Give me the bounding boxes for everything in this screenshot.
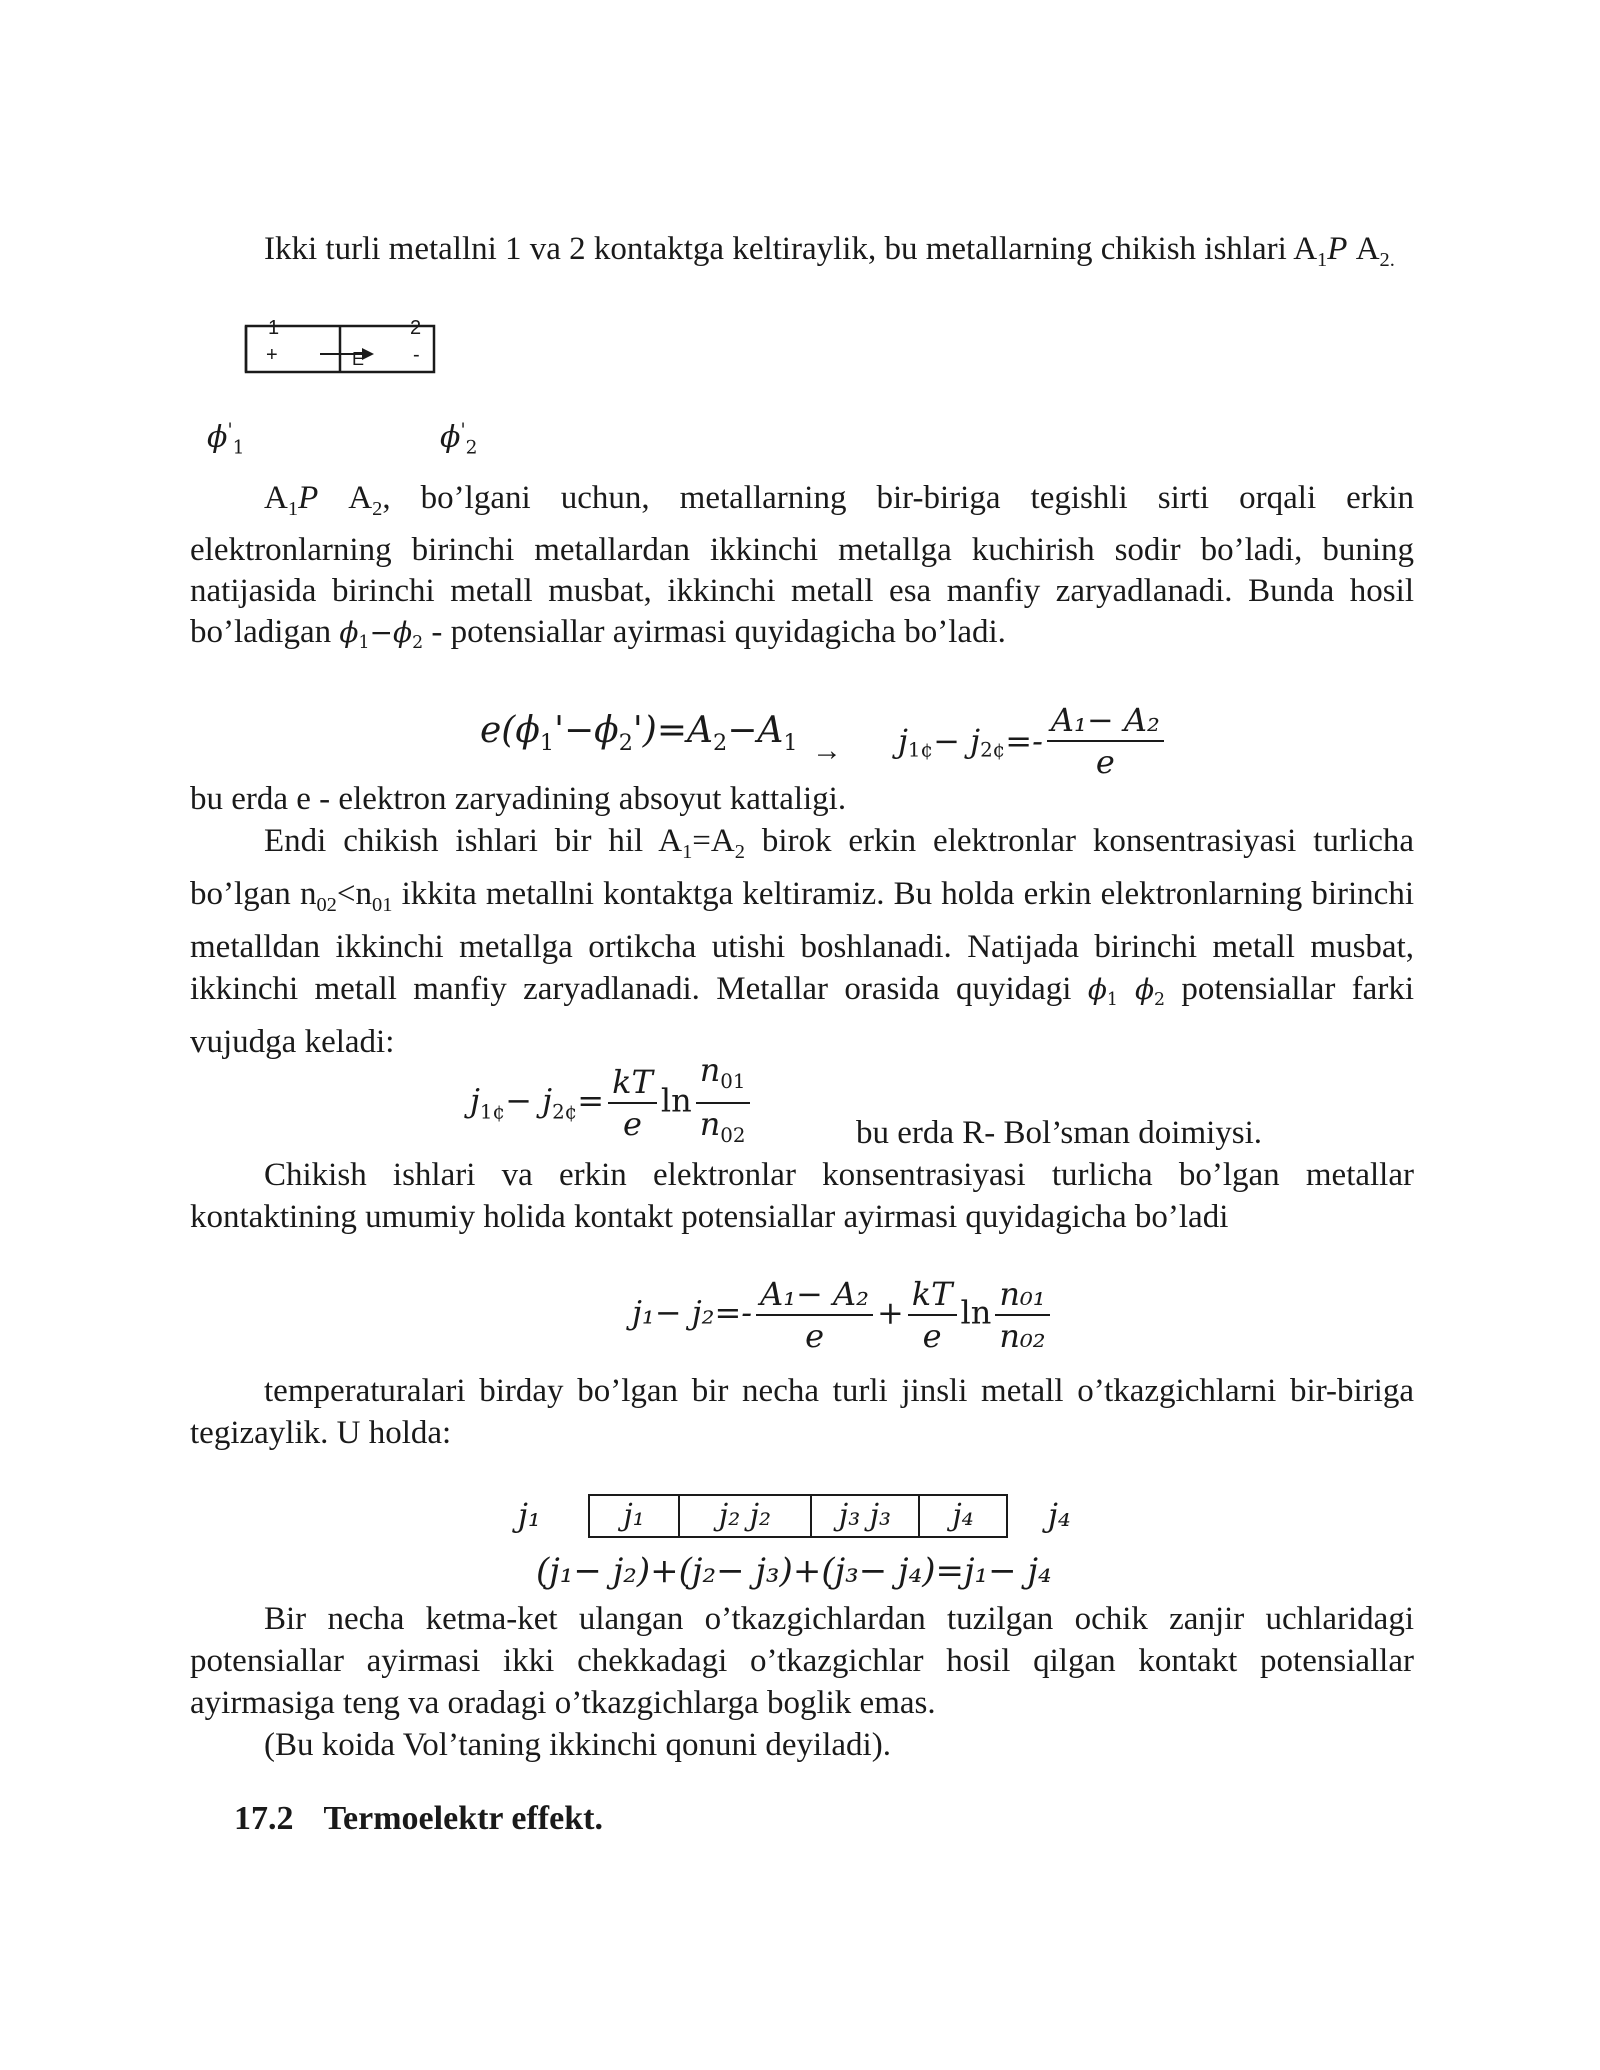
- chain-outer-left: j₁: [518, 1496, 541, 1534]
- paragraph-concentration: Endi chikish ishlari bir hil $A_1=A_2$ birok erkin elektronlar konsentrasiyasi turlicha bo’lgan $n_{02}<n_{01}$ ikkita metallni kontaktga keltiramiz. Bu holda erkin elektronlarning birinchi metalldan ikkinchi metallga ortikcha utishi boshlanadi. Natijada birinchi metall musbat, ikkinchi metall manfiy zaryadlanadi. Metallar orasida quyidagi $\phi_1$ $\phi_2$ potensiallar farki vujudga keladi:: [190, 823, 1414, 1061]
- formula-j-difference: $j_{1¢}- j_{2¢}=-$ $\frac{\text{A₁− A₂}}{e}$: [898, 700, 1168, 782]
- paragraph-general-case: Chikish ishlari va erkin elektronlar konsentrasiyasi turlicha bo’lgan metallar kontaktining umumiy holida kontakt potensiallar ayirmasi quyidagicha bo’ladi: [190, 1157, 1414, 1235]
- chain-cell: j₃ j₃: [812, 1496, 920, 1536]
- paragraph-chain-intro: temperaturalari birday bo’lgan bir necha turli jinsli metall o’tkazgichlarni bir-biriga tegizaylik. U holda:: [190, 1373, 1414, 1451]
- formula-chain-sum: (j₁− j₂)+(j₂− j₃)+(j₃− j₄)=j₁− j₄: [536, 1551, 1052, 1591]
- diagram-minus: -: [413, 344, 420, 366]
- phi2-label: $\phi'_2$: [440, 420, 478, 459]
- contact-diagram: [240, 318, 440, 378]
- chain-cell: j₄: [952, 1498, 974, 1533]
- section-title: Termoelektr effekt.: [323, 1800, 603, 1837]
- implies-arrow-icon: →: [812, 734, 842, 767]
- phi-double-prime-inline: $\phi_1$ $\phi_2$: [1087, 973, 1166, 1011]
- diagram-plus: +: [266, 344, 278, 366]
- paragraph-volta-law: (Bu koida Vol’taning ikkinchi qonuni deyiladi).: [264, 1727, 891, 1763]
- diagram-e-label: E: [352, 349, 365, 369]
- paragraph-intro: Ikki turli metallni 1 va 2 kontaktga keltiraylik, bu metallarning chikish ishlari $A_1P$ $A_{2.}$: [264, 231, 1395, 272]
- paragraph-chain-conclusion: Bir necha ketma-ket ulangan o’tkazgichlardan tuzilgan ochik zanjir uchlaridagi potensiallar ayirmasi ikki chekkadagi o’tkazgichlar hosil qilgan kontakt potensiallar ayirmasiga teng va oradagi o’tkazgichlarga boglik emas.: [190, 1601, 1414, 1721]
- section-heading: [234, 1800, 603, 1838]
- section-number: 17.2: [234, 1800, 294, 1837]
- phi1-label: $\phi'_1$: [207, 420, 245, 459]
- boltzmann-note: bu erda R- Bol’sman doimiysi.: [856, 1115, 1263, 1151]
- diagram-label-2: 2: [410, 318, 422, 339]
- paragraph-contact: $A_1P$ $A_2$, bo’lgani uchun, metallarning bir-biriga tegishli sirti orqali erkin elektronlarning birinchi metallardan ikkinchi metallga kuchirish sodir bo’ladi, buning natijasida birinchi metall musbat, ikkinchi metall esa manfiy zaryadlanadi. Bunda hosil bo’ladigan $\phi_1-\phi_2$ - potensiallar ayirmasi quyidagicha bo’ladi.: [190, 480, 1414, 654]
- diagram-label-1: 1: [268, 318, 280, 339]
- formula-contact-potential: $e(\phi_1'-\phi_2')=A_2-A_1$: [480, 710, 798, 756]
- phi-difference-inline: $\phi_1-\phi_2$: [339, 616, 424, 654]
- paragraph-charge-note: bu erda e - elektron zaryadining absoyut kattaligi.: [190, 781, 847, 817]
- chain-cell: j₂ j₂: [680, 1496, 812, 1536]
- chain-table: [588, 1494, 1008, 1538]
- chain-outer-right: j₄: [1048, 1496, 1071, 1534]
- formula-concentration-potential: $j_{1¢}- j_{2¢}=$ $\frac{kT}{e}$ ln $\frac{n_{01}}{n_{02}}$: [470, 1050, 754, 1156]
- formula-general-contact: j₁− j₂=- $\frac{\text{A₁− A₂}}{e}$ + $\frac{kT}{e}$ ln $\frac{\text{n₀₁}}{\text{n₀₂}}$: [632, 1274, 1054, 1356]
- chain-cell: j₁: [590, 1496, 680, 1536]
